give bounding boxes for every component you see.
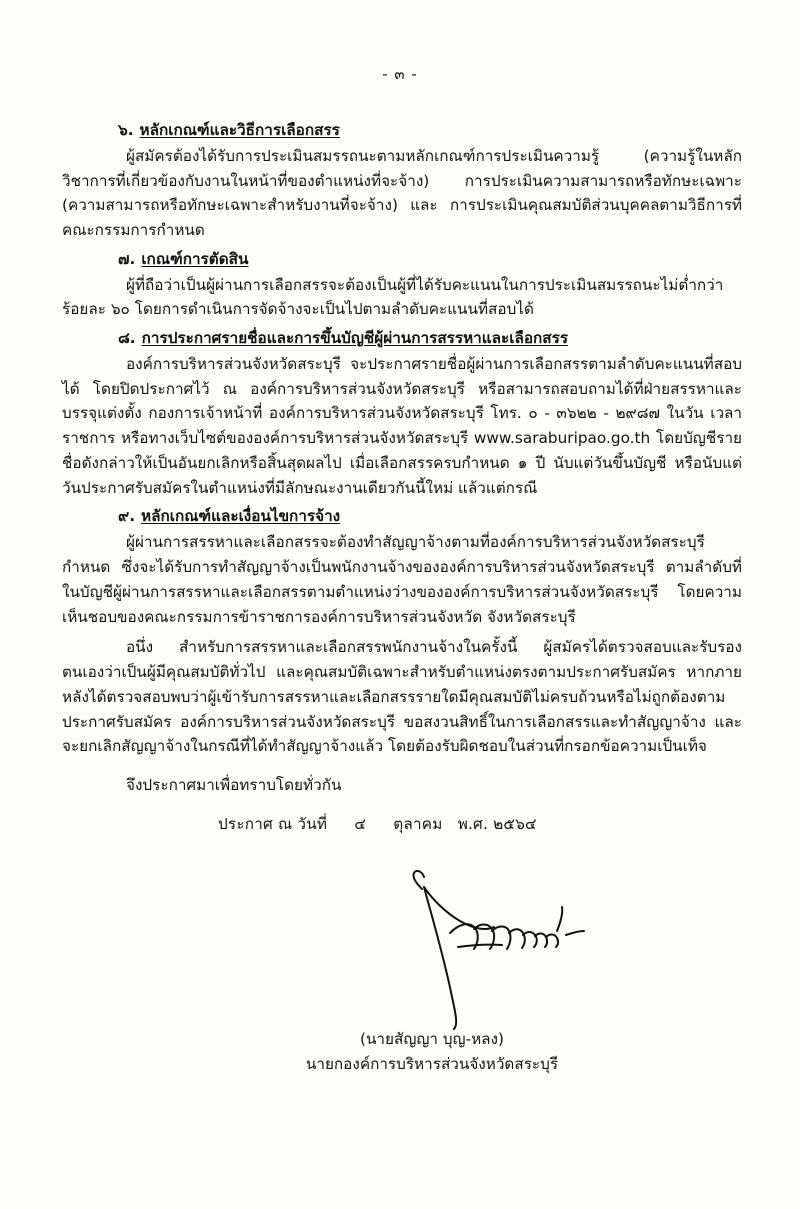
section-7-title: เกณฑ์การตัดสิน: [141, 249, 249, 268]
announcement-prefix: ประกาศ ณ วันที่: [218, 814, 328, 833]
section-9-paragraph-1: [62, 530, 742, 629]
section-6-number: ๖.: [118, 121, 134, 139]
section-6-paragraph-1: [62, 144, 742, 243]
section-8: [62, 326, 742, 500]
signer-title: นายกองค์การบริหารส่วนจังหวัดสระบุรี: [305, 1055, 559, 1074]
closing-statement: จึงประกาศมาเพื่อทราบโดยทั่วกัน: [126, 776, 342, 795]
document-body: [0, 86, 800, 1077]
section-7: [62, 247, 742, 322]
section-9-paragraph-2-text: อนึ่ง สำหรับการสรรหาและเลือกสรรพนักงานจ้างในครั้งนี้ ผู้สมัครได้ตรวจสอบและรับรองตนเองว่าเป็นผู้มีคุณสมบัติทั่วไป และคุณสมบัติเฉพาะสำหรับตำแหน่งตรงตามประกาศรับสมัคร หากภายหลังได้ตรวจสอบพบว่าผู้เข้ารับการสรรหาและเลือกสรรรายใดมีคุณสมบัติไม่ครบถ้วนหรือไม่ถูกต้องตามประกาศรับสมัคร องค์การบริหารส่วนจังหวัดสระบุรี ขอสงวนสิทธิ์ในการเลือกสรรและทำสัญญาจ้าง และจะยกเลิกสัญญาจ้างในกรณีที่ได้ทำสัญญาจ้างแล้ว โดยต้องรับผิดชอบในส่วนที่กรอกข้อความเป็นเท็จ: [62, 638, 742, 756]
section-6-title: หลักเกณฑ์และวิธีการเลือกสรร: [139, 121, 340, 139]
section-9-number: ๙.: [118, 507, 136, 526]
section-9-paragraph-1-text: ผู้ผ่านการสรรหาและเลือกสรรจะต้องทำสัญญาจ้างตามที่องค์การบริหารส่วนจังหวัดสระบุรีกำหนด ซึ่งจะได้รับการทำสัญญาจ้างเป็นพนักงานจ้างขององค์การบริหารส่วนจังหวัดสระบุรี ตามลำดับที่ในบัญชีผู้ผ่านการสรรหาและเลือกสรรตามตำแหน่งว่างขององค์การบริหารส่วนจังหวัดสระบุรี โดยความเห็นชอบของคณะกรรมการข้าราชการองค์การบริหารส่วนจังหวัด จังหวัดสระบุรี: [62, 533, 742, 626]
section-9-heading: [62, 504, 742, 529]
section-9-title: หลักเกณฑ์และเงื่อนไขการจ้าง: [141, 507, 341, 526]
section-8-title: การประกาศรายชื่อและการขึ้นบัญชีผู้ผ่านการสรรหาและเลือกสรร: [141, 329, 569, 348]
announcement-day: ๔: [354, 814, 367, 833]
announcement-line: [62, 812, 742, 837]
handwritten-signature-icon: [362, 847, 612, 1032]
section-7-paragraph-1-text: ผู้ที่ถือว่าเป็นผู้ผ่านการเลือกสรรจะต้องเป็นผู้ที่ได้รับคะแนนในการประเมินสมรรถนะไม่ต่ำกว่าร้อยละ ๖๐ โดยการดำเนินการจัดจ้างจะเป็นไปตามลำดับคะแนนที่สอบได้: [62, 275, 724, 319]
page-number: - ๓ -: [382, 65, 418, 83]
section-8-heading: [62, 326, 742, 351]
section-6: [62, 118, 742, 243]
signer-name: (นายสัญญา บุญ-หลง): [360, 1029, 504, 1048]
announcement-year: ๒๕๖๔: [493, 814, 537, 833]
section-8-paragraph-1: [62, 352, 742, 501]
announcement-year-prefix: พ.ศ.: [457, 814, 489, 833]
section-7-paragraph-1: [62, 273, 742, 323]
section-6-paragraph-1-text: ผู้สมัครต้องได้รับการประเมินสมรรถนะตามหลักเกณฑ์การประเมินความรู้ (ความรู้ในหลักวิชาการที่เกี่ยวข้องกับงานในหน้าที่ของตำแหน่งที่จะจ้าง) การประเมินความสามารถหรือทักษะเฉพาะ (ความสามารถหรือทักษะเฉพาะสำหรับงานที่จะจ้าง) และ การประเมินคุณสมบัติส่วนบุคคลตามวิธีการที่คณะกรรมการกำหนด: [62, 146, 742, 240]
section-9: [62, 504, 742, 759]
section-9-paragraph-2: [62, 635, 742, 759]
announcement-month: ตุลาคม: [393, 814, 443, 833]
signature-area: [62, 841, 742, 1031]
section-8-number: ๘.: [118, 329, 136, 348]
section-6-heading: [62, 118, 742, 143]
section-7-number: ๗.: [118, 249, 136, 268]
section-7-heading: [62, 247, 742, 272]
section-8-paragraph-1-text: องค์การบริหารส่วนจังหวัดสระบุรี จะประกาศรายชื่อผู้ผ่านการเลือกสรรตามลำดับคะแนนที่สอบได้ โดยปิดประกาศไว้ ณ องค์การบริหารส่วนจังหวัดสระบุรี หรือสามารถสอบถามได้ที่ฝ่ายสรรหาและบรรจุแต่งตั้ง กองการเจ้าหน้าที่ องค์การบริหารส่วนจังหวัดสระบุรี โทร. ๐ - ๓๖๒๒ - ๒๙๘๗ ในวัน เวลาราชการ หรือทางเว็บไซต์ขององค์การบริหารส่วนจังหวัดสระบุรี www.saraburipao.go.th โดยบัญชีรายชื่อดังกล่าวให้เป็นอันยกเลิกหรือสิ้นสุดผลไป เมื่อเลือกสรรครบกำหนด ๑ ปี นับแต่วันขึ้นบัญชี หรือนับแต่วันประกาศรับสมัครในตำแหน่งที่มีลักษณะงานเดียวกันนี้ใหม่ แล้วแต่กรณี: [62, 354, 742, 497]
